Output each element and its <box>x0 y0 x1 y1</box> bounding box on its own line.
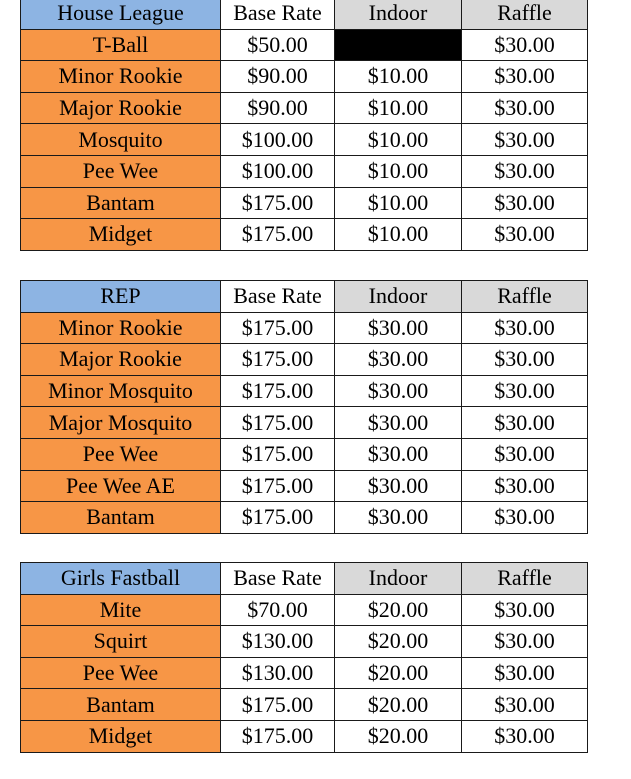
base-rate-cell: $175.00 <box>221 344 335 376</box>
base-rate-cell: $175.00 <box>221 438 335 470</box>
base-rate-cell: $175.00 <box>221 689 335 721</box>
indoor-cell: $30.00 <box>335 407 462 439</box>
base-rate-cell: $130.00 <box>221 657 335 689</box>
base-rate-cell: $175.00 <box>221 502 335 534</box>
table-row <box>21 124 588 156</box>
base-rate-cell: $175.00 <box>221 219 335 251</box>
table-row <box>21 470 588 502</box>
indoor-cell: $30.00 <box>335 312 462 344</box>
indoor-cell: $10.00 <box>335 187 462 219</box>
raffle-cell: $30.00 <box>462 407 588 439</box>
raffle-cell: $30.00 <box>462 375 588 407</box>
division-name: Mosquito <box>21 124 221 156</box>
base-rate-cell: $130.00 <box>221 626 335 658</box>
table-row <box>21 155 588 187</box>
division-name: Major Rookie <box>21 344 221 376</box>
division-name: T-Ball <box>21 29 221 61</box>
raffle-header: Raffle <box>462 563 588 595</box>
rep-table <box>20 280 588 534</box>
base-rate-cell: $175.00 <box>221 375 335 407</box>
base-rate-header: Base Rate <box>221 0 335 29</box>
division-name: Mite <box>21 594 221 626</box>
table-row <box>21 312 588 344</box>
raffle-cell: $30.00 <box>462 657 588 689</box>
base-rate-header: Base Rate <box>221 563 335 595</box>
indoor-cell: $20.00 <box>335 657 462 689</box>
table-title: Girls Fastball <box>21 563 221 595</box>
base-rate-cell: $175.00 <box>221 312 335 344</box>
division-name: Minor Mosquito <box>21 375 221 407</box>
table-row <box>21 689 588 721</box>
indoor-cell: $10.00 <box>335 92 462 124</box>
indoor-cell: $30.00 <box>335 344 462 376</box>
raffle-cell: $30.00 <box>462 470 588 502</box>
indoor-cell: $10.00 <box>335 155 462 187</box>
raffle-header: Raffle <box>462 0 588 29</box>
table-row <box>21 594 588 626</box>
table-row <box>21 344 588 376</box>
division-name: Pee Wee AE <box>21 470 221 502</box>
raffle-cell: $30.00 <box>462 594 588 626</box>
raffle-cell: $30.00 <box>462 219 588 251</box>
division-name: Midget <box>21 720 221 752</box>
division-name: Major Mosquito <box>21 407 221 439</box>
table-row <box>21 626 588 658</box>
raffle-header: Raffle <box>462 281 588 313</box>
division-name: Squirt <box>21 626 221 658</box>
table-row <box>21 375 588 407</box>
base-rate-cell: $70.00 <box>221 594 335 626</box>
table-row <box>21 438 588 470</box>
division-name: Midget <box>21 219 221 251</box>
indoor-cell: $30.00 <box>335 375 462 407</box>
raffle-cell: $30.00 <box>462 438 588 470</box>
division-name: Bantam <box>21 187 221 219</box>
table-row <box>21 502 588 534</box>
base-rate-cell: $175.00 <box>221 470 335 502</box>
raffle-cell: $30.00 <box>462 187 588 219</box>
raffle-cell: $30.00 <box>462 92 588 124</box>
division-name: Bantam <box>21 689 221 721</box>
raffle-cell: $30.00 <box>462 689 588 721</box>
table-row <box>21 219 588 251</box>
table-row <box>21 720 588 752</box>
table-row <box>21 92 588 124</box>
division-name: Pee Wee <box>21 438 221 470</box>
indoor-cell: $20.00 <box>335 720 462 752</box>
indoor-cell: $20.00 <box>335 689 462 721</box>
table-row <box>21 407 588 439</box>
indoor-cell: $30.00 <box>335 438 462 470</box>
division-name: Minor Rookie <box>21 61 221 93</box>
table-header-row <box>21 0 588 29</box>
table-row <box>21 187 588 219</box>
house-league-table <box>20 0 588 251</box>
raffle-cell: $30.00 <box>462 720 588 752</box>
table-title: House League <box>21 0 221 29</box>
base-rate-cell: $50.00 <box>221 29 335 61</box>
indoor-cell: $20.00 <box>335 594 462 626</box>
table-row <box>21 657 588 689</box>
raffle-cell: $30.00 <box>462 155 588 187</box>
raffle-cell: $30.00 <box>462 626 588 658</box>
division-name: Bantam <box>21 502 221 534</box>
raffle-cell: $30.00 <box>462 29 588 61</box>
raffle-cell: $30.00 <box>462 61 588 93</box>
division-name: Minor Rookie <box>21 312 221 344</box>
indoor-header: Indoor <box>335 563 462 595</box>
base-rate-cell: $100.00 <box>221 155 335 187</box>
indoor-header: Indoor <box>335 0 462 29</box>
division-name: Major Rookie <box>21 92 221 124</box>
indoor-header: Indoor <box>335 281 462 313</box>
indoor-cell: $10.00 <box>335 61 462 93</box>
base-rate-cell: $175.00 <box>221 407 335 439</box>
indoor-cell: $30.00 <box>335 502 462 534</box>
base-rate-cell: $175.00 <box>221 720 335 752</box>
base-rate-cell: $90.00 <box>221 61 335 93</box>
raffle-cell: $30.00 <box>462 124 588 156</box>
girls-fastball-table <box>20 562 588 753</box>
raffle-cell: $30.00 <box>462 344 588 376</box>
raffle-cell: $30.00 <box>462 502 588 534</box>
base-rate-header: Base Rate <box>221 281 335 313</box>
division-name: Pee Wee <box>21 657 221 689</box>
table-title: REP <box>21 281 221 313</box>
raffle-cell: $30.00 <box>462 312 588 344</box>
division-name: Pee Wee <box>21 155 221 187</box>
indoor-cell: $30.00 <box>335 470 462 502</box>
table-header-row <box>21 563 588 595</box>
indoor-cell: $20.00 <box>335 626 462 658</box>
base-rate-cell: $100.00 <box>221 124 335 156</box>
indoor-cell-blank <box>335 29 462 61</box>
base-rate-cell: $90.00 <box>221 92 335 124</box>
base-rate-cell: $175.00 <box>221 187 335 219</box>
indoor-cell: $10.00 <box>335 219 462 251</box>
indoor-cell: $10.00 <box>335 124 462 156</box>
table-header-row <box>21 281 588 313</box>
table-row <box>21 61 588 93</box>
table-row <box>21 29 588 61</box>
